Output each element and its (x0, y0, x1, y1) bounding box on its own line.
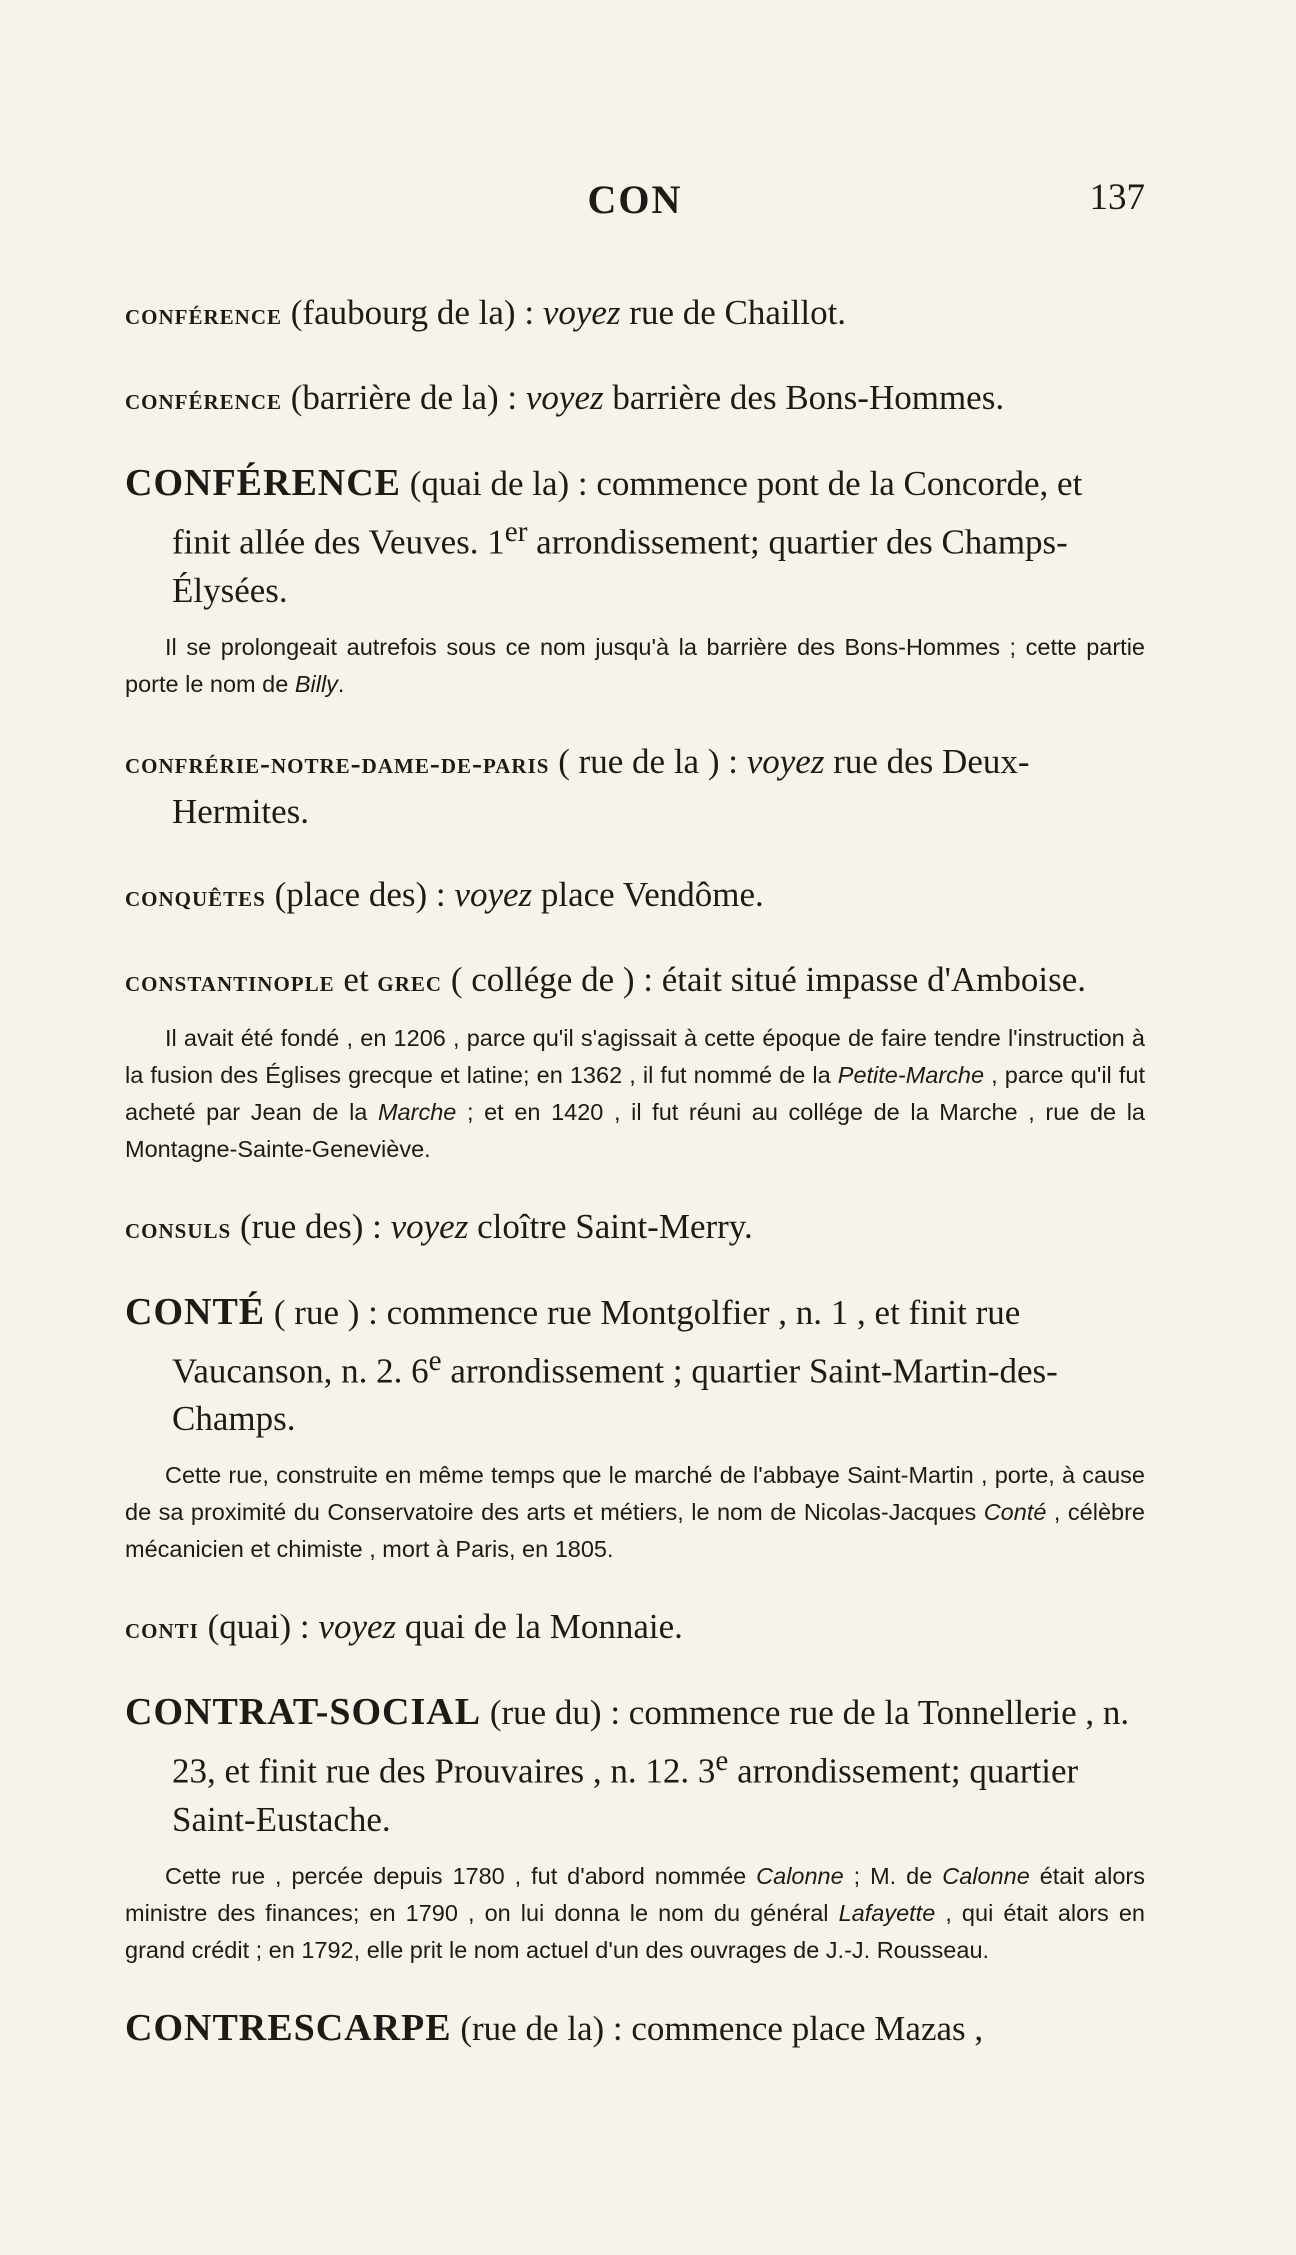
entry-conquetes: conquêtes (place des) : voyez place Vendôme. (125, 874, 764, 914)
headword: consuls (125, 1211, 232, 1245)
entry-conference-faubourg: conférence (faubourg de la) : voyez rue de Chaillot. (125, 293, 847, 332)
headword: confrérie-notre-dame-de-paris (125, 746, 550, 780)
entry-contrescarpe: CONTRESCARPE (rue de la) : commence place Mazas , (125, 2006, 984, 2049)
entry-consuls: consuls (rue des) : voyez cloître Saint-Merry. (125, 1206, 753, 1246)
entry-contrat-social: CONTRAT-SOCIAL (rue du) : commence rue de la Tonnellerie , n. 23, et finit rue des Prouvaires , n. 12. 3e arrondissement; quartier Saint-Eustache. (125, 1691, 1130, 1839)
headword: constantinople (125, 964, 335, 998)
entry-conte: CONTÉ ( rue ) : commence rue Montgolfier , n. 1 , et finit rue Vaucanson, n. 2. 6e arrondissement ; quartier Saint-Martin-des-Champs. (125, 1290, 1058, 1439)
entry-confrerie: confrérie-notre-dame-de-paris ( rue de la ) : voyez rue des Deux-Hermites. (125, 741, 1030, 831)
headword: conquêtes (125, 879, 266, 913)
note-conte: Cette rue, construite en même temps que le marché de l'abbaye Saint-Martin , porte, à cause de sa proximité du Conservatoire des arts et métiers, le nom de Nicolas-Jacques Conté , célèbre mécanicien et chimiste , mort à Paris, en 1805. (125, 1462, 1145, 1563)
entry-conference-barriere: conférence (barrière de la) : voyez barrière des Bons-Hommes. (125, 378, 1005, 417)
headword: conti (125, 1612, 199, 1646)
entry-constantinople: constantinople et grec ( collége de ) : était situé impasse d'Amboise. (125, 959, 1087, 999)
headword: CONTÉ (125, 1290, 266, 1333)
entry-conti: conti (quai) : voyez quai de la Monnaie. (125, 1607, 683, 1647)
running-title: CON (587, 177, 683, 222)
headword: CONFÉRENCE (125, 462, 402, 504)
entry-conference-quai: CONFÉRENCE (quai de la) : commence pont de la Concorde, et finit allée des Veuves. 1er arrondissement; quartier des Champs-Élysées. (125, 462, 1083, 610)
note-constantinople: Il avait été fondé , en 1206 , parce qu'il s'agissait à cette époque de faire tendre l'instruction à la fusion des Églises grecque et latine; en 1362 , il fut nommé de la Petite-Marche , parce qu'il fut acheté par Jean de la Marche ; et en 1420 , il fut réuni au collége de la Marche , rue de la Montagne-Sainte-Geneviève. (125, 1024, 1145, 1162)
headword: CONTRAT-SOCIAL (125, 1691, 482, 1734)
headword: conférence (125, 298, 283, 331)
page-body (125, 254, 1145, 2067)
note-billy: Il se prolongeait autrefois sous ce nom jusqu'à la barrière des Bons-Hommes ; cette partie porte le nom de Billy. (125, 633, 1145, 697)
headword: CONTRESCARPE (125, 2006, 452, 2049)
page-number: 137 (1089, 177, 1145, 218)
note-contrat-social: Cette rue , percée depuis 1780 , fut d'abord nommée Calonne ; M. de Calonne était alors ministre des finances; en 1790 , on lui donna le nom du général Lafayette , qui était alors en grand crédit ; en 1792, elle prit le nom actuel d'un des ouvrages de J.-J. Rousseau. (125, 1862, 1145, 1963)
headword: conférence (125, 383, 283, 416)
running-head (125, 176, 1145, 236)
headword-2: grec (377, 964, 443, 998)
